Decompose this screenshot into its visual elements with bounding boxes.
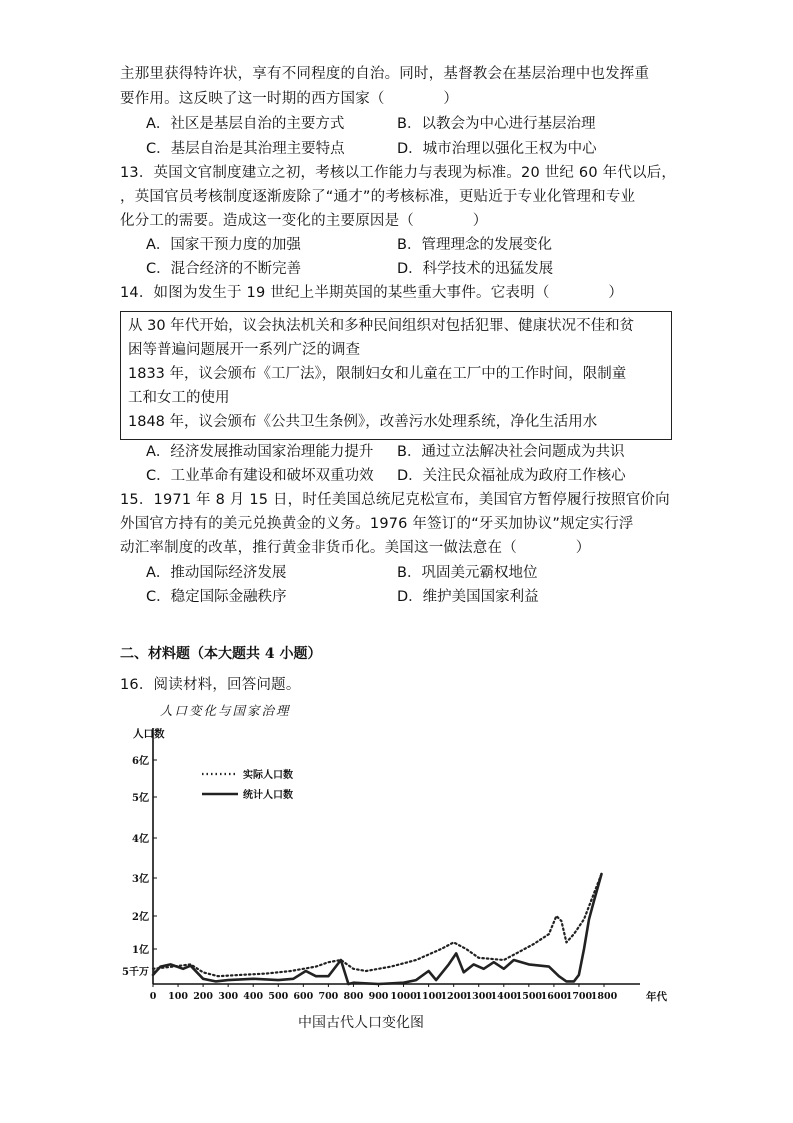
q13-option-b: B．管理理念的发展变化 xyxy=(397,237,552,253)
x-tick-label: 1300 xyxy=(465,991,492,1002)
q12-option-c: C．基层自治是其治理主要特点 xyxy=(146,141,345,157)
y-tick-label: 5亿 xyxy=(132,793,149,804)
x-tick-label: 1800 xyxy=(590,991,618,1002)
question16-stem: 16．阅读材料，回答问题。 xyxy=(120,677,301,693)
x-tick-label: 700 xyxy=(318,991,339,1002)
y-tick-label: 1亿 xyxy=(132,945,149,956)
q14-option-d: D．关注民众福祉成为政府工作核心 xyxy=(397,468,626,484)
y-tick-label: 3亿 xyxy=(132,874,149,885)
x-tick-label: 1000 xyxy=(390,991,417,1002)
q12-option-b: B．以教会为中心进行基层治理 xyxy=(397,116,596,132)
q12-option-d: D．城市治理以强化王权为中心 xyxy=(397,141,597,157)
x-tick-label: 1600 xyxy=(540,991,568,1002)
x-tick-label: 0 xyxy=(149,991,157,1002)
x-tick-label: 900 xyxy=(368,991,389,1002)
q13-option-c: C．混合经济的不断完善 xyxy=(146,261,302,277)
material-box xyxy=(120,311,672,440)
question14-stem: 14．如图为发生于 19 世纪上半期英国的某些重大事件。它表明（ ） xyxy=(120,285,624,301)
question12-stem-line2: 要作用。这反映了这一时期的西方国家（ ） xyxy=(120,91,459,107)
q13-option-d: D．科学技术的迅猛发展 xyxy=(397,261,554,277)
q13-option-a: A．国家干预力度的加强 xyxy=(146,237,301,253)
x-tick-label: 500 xyxy=(268,991,289,1002)
question15-stem-line2: 外国官方持有的美元兑换黄金的义务。1976 年签订的“牙买加协议”规定实行浮 xyxy=(120,516,634,532)
material-line: 1833 年，议会颁布《工厂法》，限制妇女和儿童在工厂中的工作时间，限制童 xyxy=(128,366,627,382)
y-tick-label: 6亿 xyxy=(132,756,149,767)
x-tick-label: 1700 xyxy=(565,991,593,1002)
y-tick-label: 5千万 xyxy=(122,967,149,978)
x-tick-label: 1500 xyxy=(515,991,543,1002)
question13-stem-line2: ，英国官员考核制度逐渐废除了“通才”的考核标准，更贴近于专业化管理和专业 xyxy=(120,189,636,205)
material-line: 1848 年，议会颁布《公共卫生条例》，改善污水处理系统，净化生活用水 xyxy=(128,414,598,430)
x-tick-label: 1400 xyxy=(490,991,518,1002)
question13-stem-line3: 化分工的需要。造成这一变化的主要原因是（ ） xyxy=(120,213,488,229)
question13-stem-line1: 13．英国文官制度建立之初，考核以工作能力与表现为标准。20 世纪 60 年代以后， xyxy=(120,165,677,181)
y-axis-label: 人口数 xyxy=(133,728,165,740)
x-tick-label: 600 xyxy=(293,991,314,1002)
q12-option-a: A．社区是基层自治的主要方式 xyxy=(146,116,345,132)
question15-stem-line3: 动汇率制度的改革，推行黄金非货币化。美国这一做法意在（ ） xyxy=(120,540,591,556)
q14-option-c: C．工业革命有建设和破坏双重功效 xyxy=(146,468,374,484)
x-axis-label: 年代 xyxy=(646,991,667,1003)
material-line: 工和女工的使用 xyxy=(128,390,230,406)
q15-option-c: C．稳定国际金融秩序 xyxy=(146,589,287,605)
question12-stem-line1: 主那里获得特许状，享有不同程度的自治。同时，基督教会在基层治理中也发挥重 xyxy=(120,66,650,82)
y-tick-label: 2亿 xyxy=(132,912,149,923)
q14-option-b: B．通过立法解决社会问题成为共识 xyxy=(397,444,625,460)
series-line-actual xyxy=(153,874,602,976)
x-tick-label: 1100 xyxy=(415,991,442,1002)
legend-label: 统计人口数 xyxy=(243,790,293,801)
q15-option-a: A．推动国际经济发展 xyxy=(146,565,287,581)
q15-option-d: D．维护美国国家利益 xyxy=(397,589,539,605)
y-tick-label: 4亿 xyxy=(132,834,149,845)
q15-option-b: B．巩固美元霸权地位 xyxy=(397,565,538,581)
x-tick-label: 200 xyxy=(193,991,214,1002)
legend-label: 实际人口数 xyxy=(243,770,293,781)
x-tick-label: 100 xyxy=(168,991,188,1002)
chart-title: 人口变化与国家治理 xyxy=(160,703,291,718)
x-tick-label: 800 xyxy=(343,991,364,1002)
q14-option-a: A．经济发展推动国家治理能力提升 xyxy=(146,444,374,460)
material-line: 从 30 年代开始，议会执法机关和多种民间组织对包括犯罪、健康状况不佳和贫 xyxy=(128,318,635,334)
x-tick-label: 1200 xyxy=(440,991,467,1002)
chart-caption: 中国古代人口变化图 xyxy=(298,1015,424,1031)
question15-stem-line1: 15．1971 年 8 月 15 日，时任美国总统尼克松宣布，美国官方暂停履行按照官价向 xyxy=(120,492,670,508)
section-title: 二、材料题（本大题共 4 小题） xyxy=(120,646,322,662)
x-tick-label: 300 xyxy=(218,991,239,1002)
material-line: 困等普遍问题展开一系列广泛的调查 xyxy=(128,342,360,358)
x-tick-label: 400 xyxy=(243,991,264,1002)
series-line-statistical xyxy=(153,874,602,984)
